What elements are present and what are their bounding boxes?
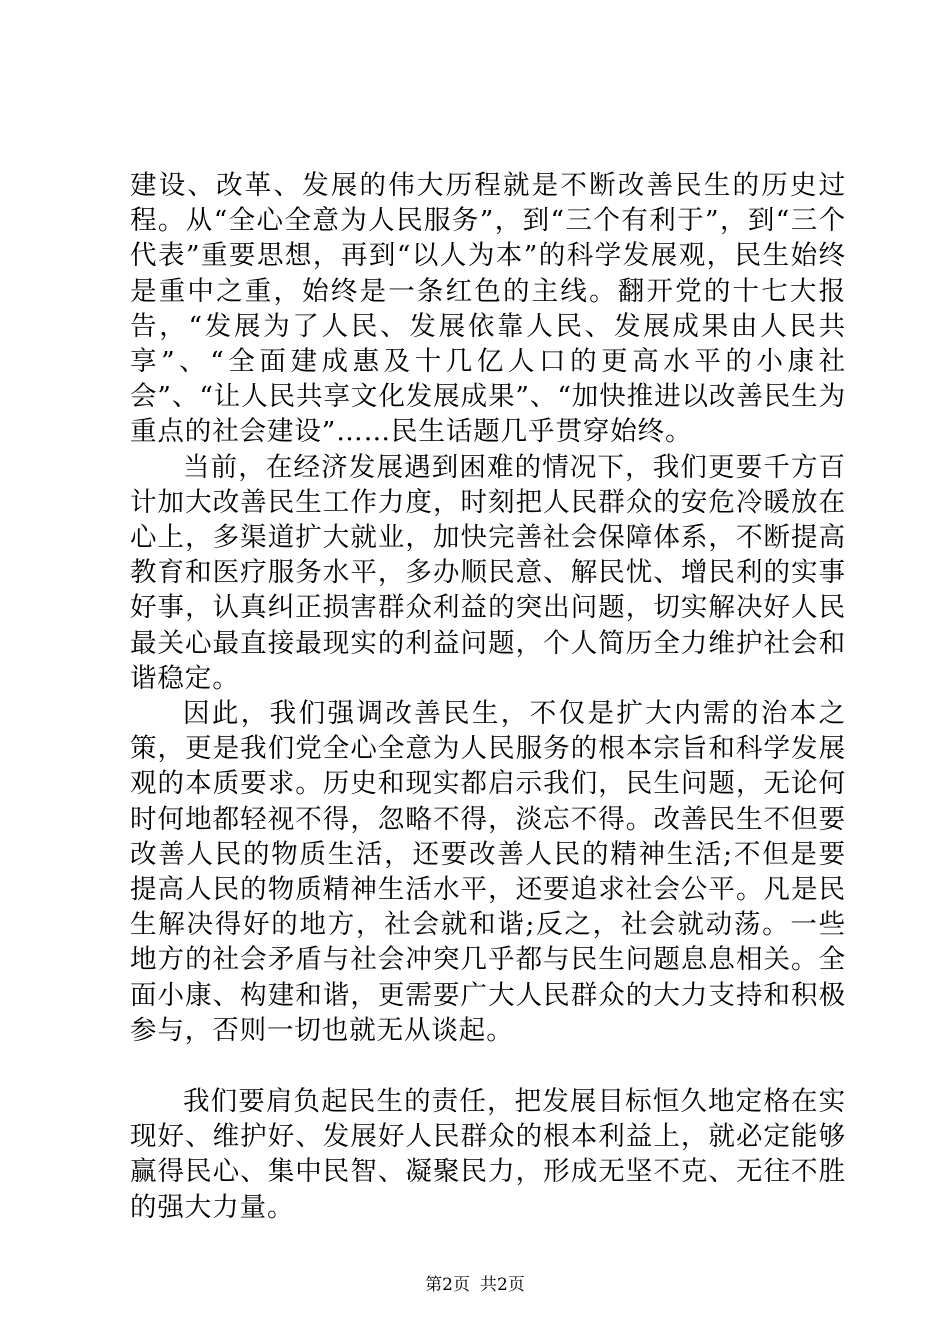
document-body	[130, 168, 846, 1225]
paragraph-4: 我们要肩负起民生的责任，把发展目标恒久地定格在实现好、维护好、发展好人民群众的根本利益上，就必定能够赢得民心、集中民智、凝聚民力，形成无坚不克、无往不胜的强大力量。	[130, 1086, 846, 1223]
paragraph-spacer	[130, 1048, 846, 1084]
paragraph-3: 因此，我们强调改善民生，不仅是扩大内需的治本之策，更是我们党全心全意为人民服务的根本宗旨和科学发展观的本质要求。历史和现实都启示我们，民生问题，无论何时何地都轻视不得，忽略不得，淡忘不得。改善民生不但要改善人民的物质生活，还要改善人民的精神生活;不但是要提高人民的物质精神生活水平，还要追求社会公平。凡是民生解决得好的地方，社会就和谐;反之，社会就动荡。一些地方的社会矛盾与社会冲突几乎都与民生问题息息相关。全面小康、构建和谐，更需要广大人民群众的大力支持和积极参与，否则一切也就无从谈起。	[130, 698, 846, 1046]
paragraph-1: 建设、改革、发展的伟大历程就是不断改善民生的历史过程。从“全心全意为人民服务”，到“三个有利于”，到“三个代表”重要思想，再到“以人为本”的科学发展观，民生始终是重中之重，始终是一条红色的主线。翻开党的十七大报告，“发展为了人民、发展依靠人民、发展成果由人民共享”、“全面建成惠及十几亿人口的更高水平的小康社会”、“让人民共享文化发展成果”、“加快推进以改善民生为重点的社会建设”……民生话题几乎贯穿始终。	[130, 170, 847, 448]
page-number-current: 第2页	[425, 1275, 470, 1295]
page-footer	[0, 1274, 950, 1296]
paragraph-2: 当前，在经济发展遇到困难的情况下，我们更要千方百计加大改善民生工作力度，时刻把人民群众的安危冷暖放在心上，多渠道扩大就业，加快完善社会保障体系，不断提高教育和医疗服务水平，多办顺民意、解民忧、增民利的实事好事，认真纠正损害群众利益的突出问题，切实解决好人民最关心最直接最现实的利益问题，个人简历全力维护社会和谐稳定。	[130, 451, 846, 694]
page-number-total: 共2页	[480, 1275, 525, 1295]
